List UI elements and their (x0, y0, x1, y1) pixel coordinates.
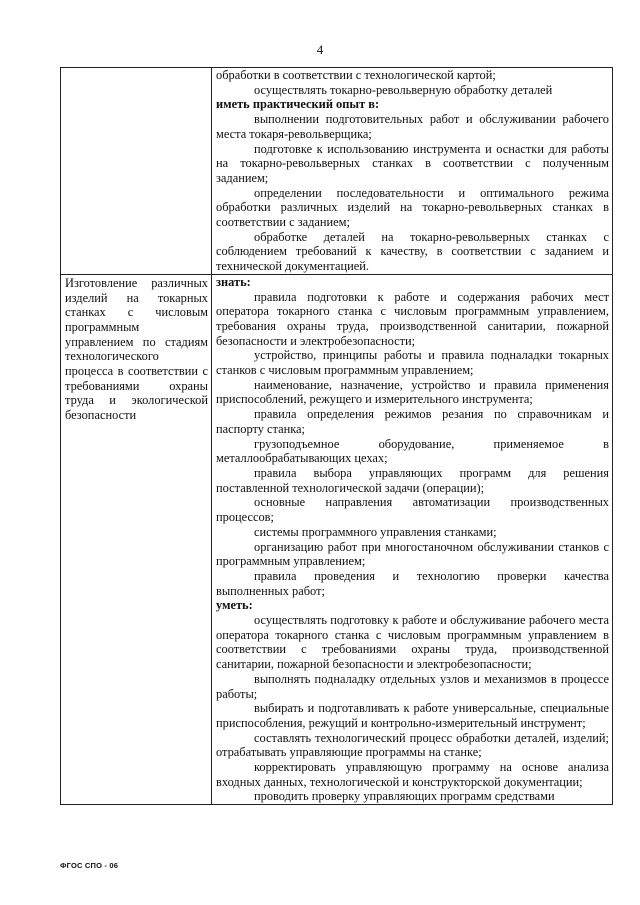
section-heading: уметь: (216, 598, 253, 613)
list-item: правила определения режимов резания по справочникам и паспорту станка; (216, 407, 609, 436)
list-item: корректировать управляющую программу на основе анализа входных данных, технологической и конструкторской документации; (216, 760, 609, 789)
list-item: выполнении подготовительных работ и обслуживании рабочего места токаря-револьверщика; (216, 112, 609, 141)
list-item: подготовке к использованию инструмента и оснастки для работы на токарно-револьверных станках в соответствии с полученным заданием; (216, 141, 609, 185)
list-item: основные направления автоматизации производственных процессов; (216, 495, 609, 525)
list-item: правила подготовки к работе и содержания рабочих мест оператора токарного станка с числовым программным управлением, требования охраны труда, производственной санитарии, пожарной безопасности и электробезопасности; (216, 289, 609, 348)
table-row (61, 68, 613, 275)
list-item: правила выбора управляющих программ для решения поставленной технологической задачи (операции); (216, 465, 609, 495)
table-cell-left (61, 274, 212, 804)
list-item: составлять технологический процесс обработки деталей, изделий; отрабатывать управляющие программы на станке; (216, 730, 609, 760)
table-cell-left (61, 68, 212, 275)
activity-name: Изготовление различных изделий на токарных станках с числовым программным управлением по стадиям технологического процесса в соответствии с требованиями охраны труда и экологической безопасности (65, 275, 208, 423)
list-item: обработке деталей на токарно-револьверных станках с соблюдением требований к качеству, в соответствии с заданием и технической документацией. (216, 229, 609, 274)
list-item: проводить проверку управляющих программ средствами (254, 789, 555, 804)
list-item: обработки в соответствии с технологической картой; (216, 68, 496, 82)
document-footer: ФГОС СПО - 06 (60, 861, 119, 870)
list-item: выполнять подналадку отдельных узлов и механизмов в процессе работы; (216, 671, 609, 701)
list-item: наименование, назначение, устройство и правила применения приспособлений, режущего и измерительного инструмента; (216, 377, 609, 407)
table-row (61, 274, 613, 804)
list-item: организацию работ при многостаночном обслуживании станков с программным управлением; (216, 539, 609, 569)
section-heading: знать: (216, 274, 251, 289)
table-cell-right (212, 68, 613, 275)
list-item: осуществлять подготовку к работе и обслуживание рабочего места оператора токарного станка с числовым программным управлением в соответствии с требованиями охраны труда, производственной санитарии, пожарной безопасности и электробезопасности; (216, 613, 609, 672)
table-cell-right (212, 274, 613, 804)
list-item: системы программного управления станками; (254, 524, 497, 539)
section-heading: иметь практический опыт в: (216, 97, 380, 112)
list-item: устройство, принципы работы и правила подналадки токарных станков с числовым программным управлением; (216, 348, 609, 378)
page-number: 4 (316, 42, 324, 57)
list-item: грузоподъемное оборудование, применяемое в металлообрабатывающих цехах; (216, 436, 609, 466)
competency-table (60, 67, 613, 805)
list-item: осуществлять токарно-револьверную обработку деталей (254, 82, 553, 97)
list-item: определении последовательности и оптимального режима обработки различных изделий на токарно-револьверных станках в соответствии с заданием; (216, 185, 609, 230)
activity-name (65, 68, 208, 69)
list-item: выбирать и подготавливать к работе универсальные, специальные приспособления, режущий и контрольно-измерительный инструмент; (216, 701, 609, 730)
list-item: правила проведения и технологию проверки качества выполненных работ; (216, 568, 609, 598)
